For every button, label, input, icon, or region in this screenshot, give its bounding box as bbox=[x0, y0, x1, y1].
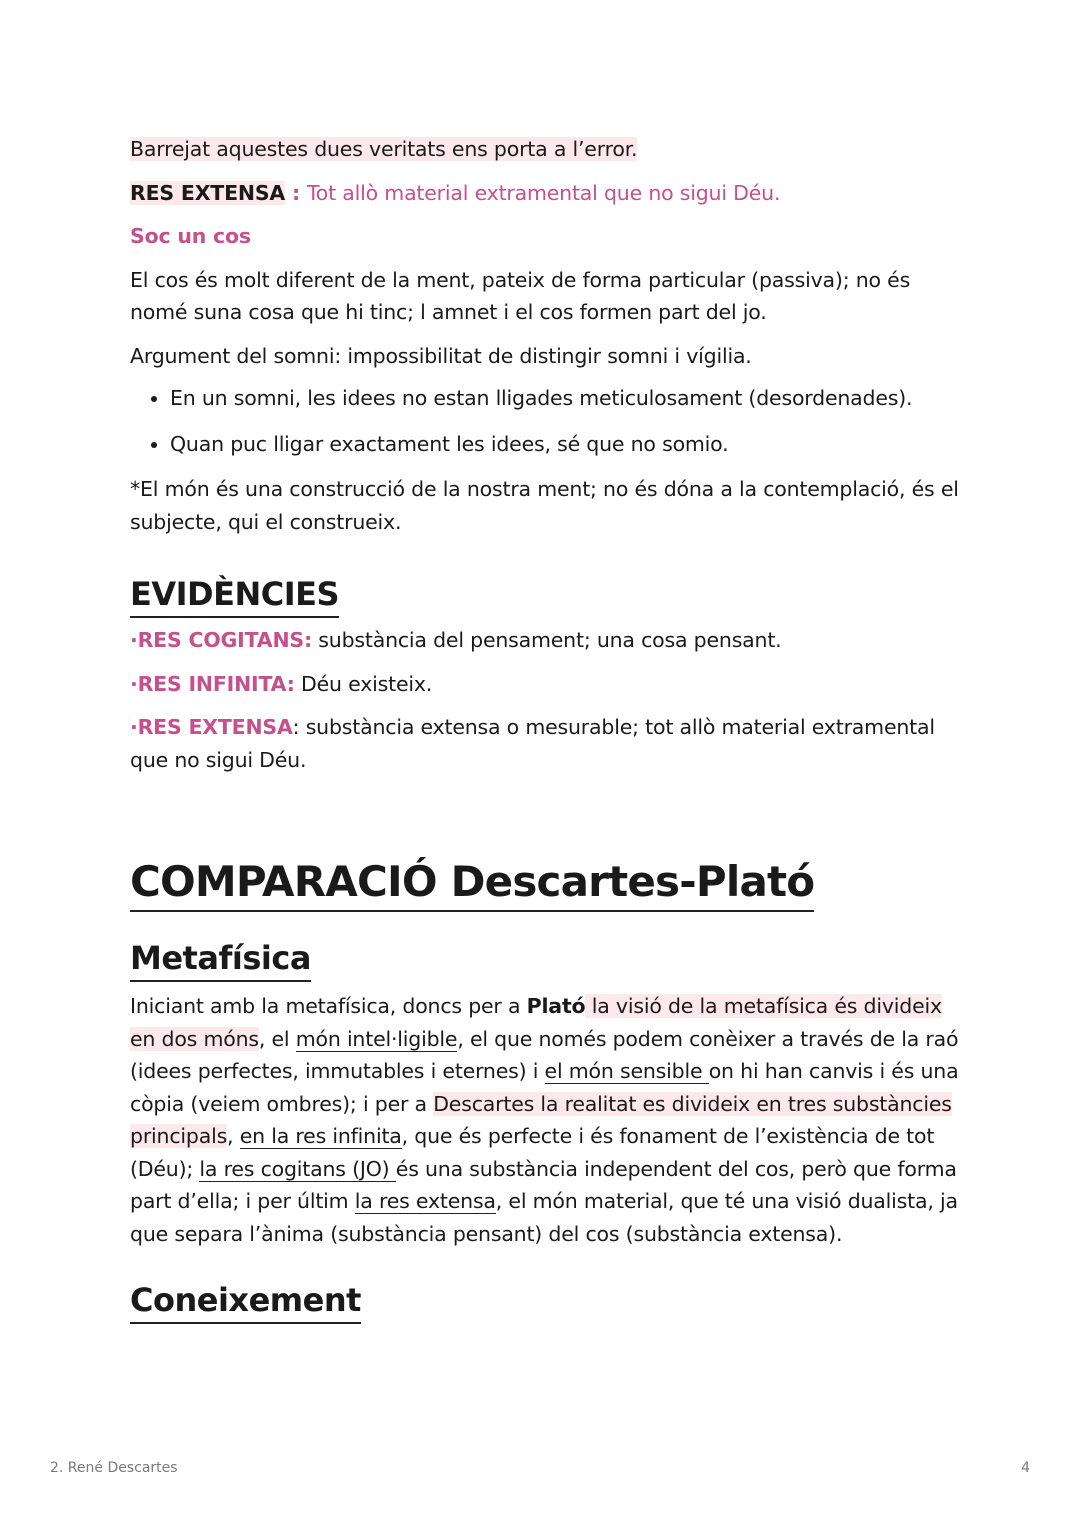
footer-document-title: 2. René Descartes bbox=[50, 1460, 178, 1476]
evidencia-text: substància del pensament; una cosa pensant. bbox=[311, 628, 782, 652]
mon-note: *El món és una construcció de la nostra ment; no és dóna a la contemplació, és el subjecte, qui el construeix. bbox=[130, 477, 959, 534]
res-extensa-term: la res extensa bbox=[354, 1189, 496, 1213]
list-item: • Quan puc lligar exactament les idees, sé que no somio. bbox=[170, 428, 960, 461]
res-infinita-term: en la res infinita bbox=[239, 1124, 402, 1148]
document-page bbox=[130, 128, 960, 1324]
evidencia-label: ·RES COGITANS: bbox=[130, 628, 312, 652]
intro-line bbox=[130, 133, 960, 166]
evidencia-item bbox=[130, 624, 960, 657]
plato-name: Plató bbox=[526, 994, 586, 1018]
metafisica-heading: Metafísica bbox=[130, 938, 311, 982]
footer-page-number: 4 bbox=[1021, 1460, 1030, 1476]
highlight-text: Descartes la realitat es divideix en tres substàncies principals bbox=[130, 1091, 952, 1148]
evidencia-text: : substància extensa o mesurable; tot allò material extramental que no sigui Déu. bbox=[130, 715, 935, 772]
paragraph-text: , el món material, que té una visió dualista, ja que separa l’ànima (substància pensant) del cos (substància extensa). bbox=[130, 1189, 958, 1246]
evidencia-text: Déu existeix. bbox=[294, 671, 433, 696]
paragraph-text: és una substància independent del cos, però que forma part d’ella; i per últim bbox=[130, 1156, 957, 1213]
metafisica-paragraph bbox=[130, 990, 960, 1250]
res-cogitans-term: la res cogitans (JO) bbox=[199, 1156, 396, 1181]
mon-intelligible-term: món intel·ligible bbox=[295, 1026, 458, 1051]
coneixement-heading: Coneixement bbox=[130, 1280, 361, 1324]
cos-paragraph: El cos és molt diferent de la ment, pateix de forma particular (passiva); no és nomé suna cosa que hi tinc; l amnet i el cos formen part del jo. bbox=[130, 267, 911, 324]
evidencia-item bbox=[130, 668, 960, 701]
paragraph-text: , bbox=[227, 1124, 240, 1148]
evidencia-item bbox=[130, 711, 960, 776]
argument-bullet-list bbox=[130, 382, 960, 460]
paragraph-text: , el que només podem conèixer a través de la raó (idees perfectes, immutables i eternes) i bbox=[130, 1026, 959, 1083]
list-item: • En un somni, les idees no estan lligades meticulosament (desordenades). bbox=[170, 382, 960, 415]
comparacio-heading: COMPARACIÓ Descartes-Plató bbox=[130, 856, 814, 912]
barrejat-text: Barrejat aquestes dues veritats ens porta a l’error. bbox=[130, 137, 638, 161]
soc-un-cos-heading: Soc un cos bbox=[130, 224, 251, 248]
evidencies-heading: EVIDÈNCIES bbox=[130, 574, 339, 618]
evidencia-label: ·RES INFINITA: bbox=[130, 671, 295, 696]
res-extensa-definition: Tot allò material extramental que no sigui Déu. bbox=[306, 180, 781, 205]
res-extensa-line bbox=[130, 177, 960, 210]
res-extensa-colon: : bbox=[285, 180, 307, 205]
argument-line: Argument del somni: impossibilitat de distingir somni i vígilia. bbox=[130, 343, 752, 368]
paragraph-text: , el bbox=[258, 1026, 296, 1051]
paragraph-text: Iniciant amb la metafísica, doncs per a bbox=[130, 994, 527, 1018]
paragraph-text: on hi han canvis i és una còpia (veiem ombres); i per a bbox=[130, 1059, 959, 1116]
evidencia-label: ·RES EXTENSA bbox=[130, 715, 293, 739]
paragraph-text: , que és perfecte i és fonament de l’existència de tot (Déu); bbox=[130, 1124, 935, 1181]
res-extensa-label: RES EXTENSA bbox=[130, 180, 286, 205]
mon-sensible-term: el món sensible bbox=[544, 1059, 709, 1083]
highlight-text: la visió de la metafísica és divideix en dos móns bbox=[130, 994, 942, 1051]
